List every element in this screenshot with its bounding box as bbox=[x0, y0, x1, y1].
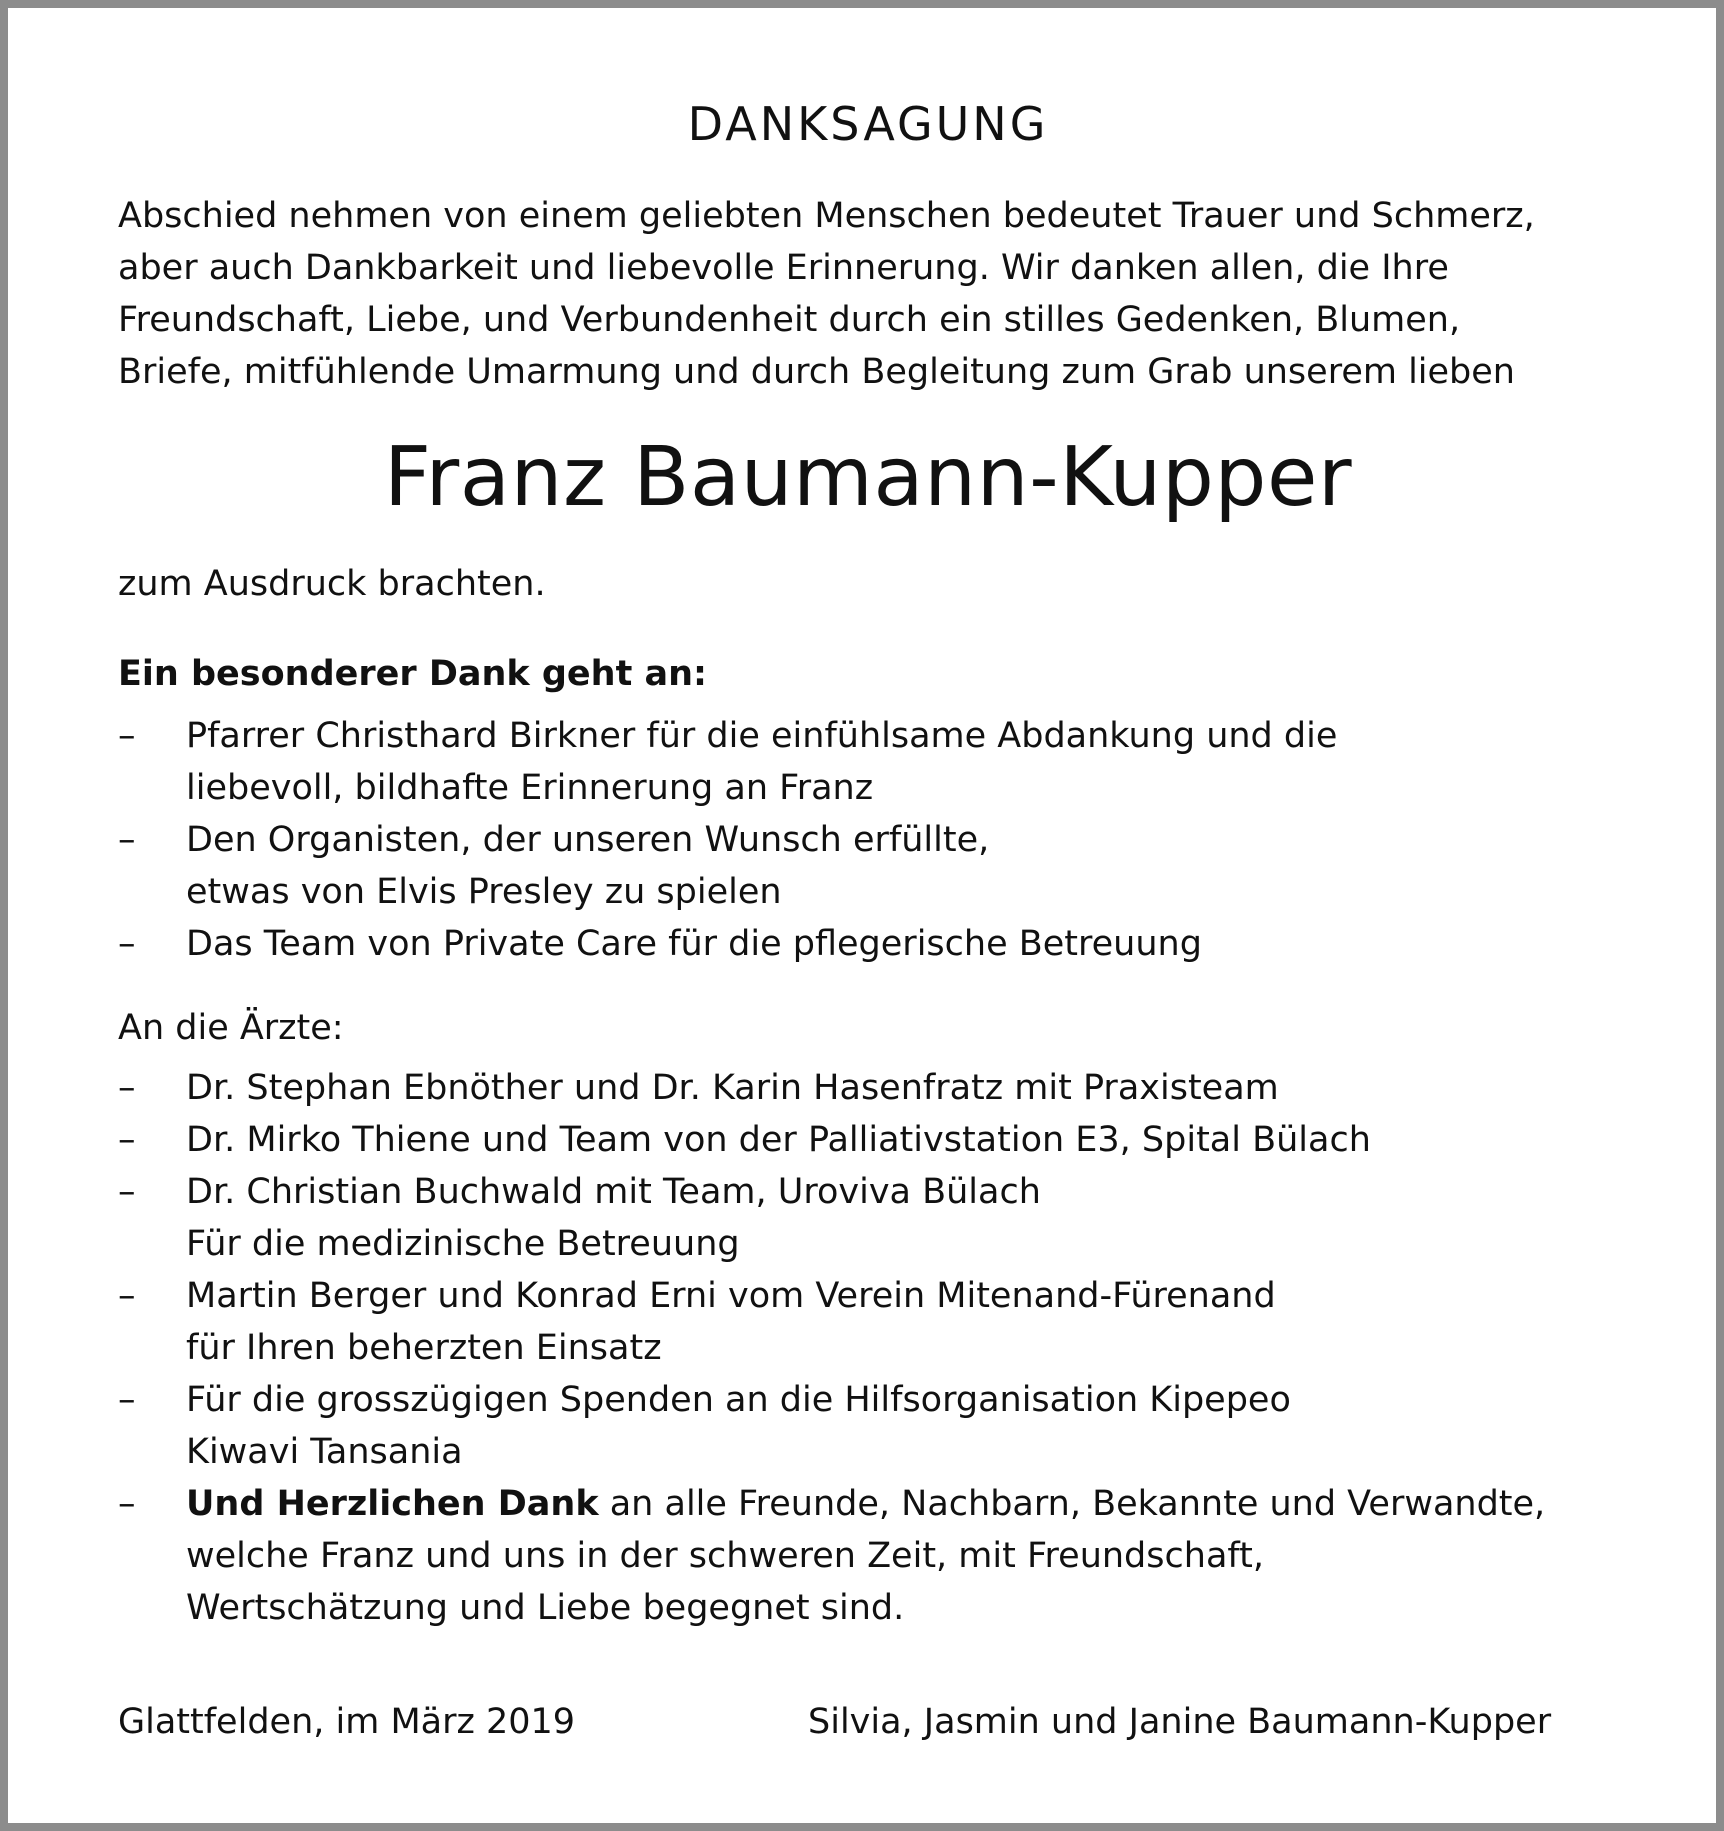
final-thanks-rest: an alle Freunde, Nachbarn, Bekannte und Verwandte, bbox=[598, 1484, 1546, 1524]
list-item-line: Wertschätzung und Liebe begegnet sind. bbox=[186, 1588, 905, 1628]
list-item bbox=[118, 710, 1678, 814]
list-item-line: liebevoll, bildhafte Erinnerung an Franz bbox=[186, 768, 874, 808]
intro-paragraph bbox=[118, 190, 1678, 398]
list-item-line: Das Team von Private Care für die pflegerische Betreuung bbox=[186, 924, 1202, 964]
intro-line: Abschied nehmen von einem geliebten Menschen bedeutet Trauer und Schmerz, bbox=[118, 196, 1535, 236]
special-thanks-list bbox=[118, 710, 1678, 970]
deceased-name: Franz Baumann-Kupper bbox=[383, 430, 1353, 525]
intro-line: aber auch Dankbarkeit und liebevolle Erinnerung. Wir danken allen, die Ihre bbox=[118, 248, 1449, 288]
dash-bullet: – bbox=[118, 820, 136, 860]
list-item-line: Dr. Stephan Ebnöther und Dr. Karin Hasenfratz mit Praxisteam bbox=[186, 1068, 1279, 1108]
doctors-heading: An die Ärzte: bbox=[118, 1008, 344, 1048]
dash-bullet: – bbox=[118, 1276, 136, 1316]
list-item bbox=[118, 1114, 1678, 1166]
list-item bbox=[118, 1374, 1678, 1478]
list-item-line: welche Franz und uns in der schweren Zeit, mit Freundschaft, bbox=[186, 1536, 1264, 1576]
list-item-line: Für die medizinische Betreuung bbox=[186, 1224, 740, 1264]
signatories: Silvia, Jasmin und Janine Baumann-Kupper bbox=[808, 1702, 1552, 1742]
final-thanks-bold: Und Herzlichen Dank bbox=[186, 1484, 599, 1524]
list-item-line: Pfarrer Christhard Birkner für die einfühlsame Abdankung und die bbox=[186, 716, 1338, 756]
dash-bullet: – bbox=[118, 1380, 136, 1420]
place-date: Glattfelden, im März 2019 bbox=[118, 1702, 576, 1742]
list-item bbox=[118, 1270, 1678, 1374]
list-item-line: Dr. Mirko Thiene und Team von der Palliativstation E3, Spital Bülach bbox=[186, 1120, 1371, 1160]
dash-bullet: – bbox=[118, 1068, 136, 1108]
intro-line: Freundschaft, Liebe, und Verbundenheit durch ein stilles Gedenken, Blumen, bbox=[118, 300, 1461, 340]
list-item-line bbox=[186, 1478, 1678, 1530]
list-item-final-thanks bbox=[118, 1478, 1678, 1634]
dash-bullet: – bbox=[118, 716, 136, 756]
list-item bbox=[118, 918, 1678, 970]
intro-line: Briefe, mitfühlende Umarmung und durch Begleitung zum Grab unserem lieben bbox=[118, 352, 1515, 392]
list-item bbox=[118, 814, 1678, 918]
list-item bbox=[118, 1166, 1678, 1270]
doctors-list bbox=[118, 1062, 1678, 1634]
list-item bbox=[118, 1062, 1678, 1114]
after-name-text: zum Ausdruck brachten. bbox=[118, 564, 546, 604]
list-item-line: Kiwavi Tansania bbox=[186, 1432, 463, 1472]
special-thanks-heading: Ein besonderer Dank geht an: bbox=[118, 654, 708, 694]
dash-bullet: – bbox=[118, 1172, 136, 1212]
list-item-line: Den Organisten, der unseren Wunsch erfüllte, bbox=[186, 820, 990, 860]
dash-bullet: – bbox=[118, 1484, 136, 1524]
list-item-line: Für die grosszügigen Spenden an die Hilfsorganisation Kipepeo bbox=[186, 1380, 1291, 1420]
dash-bullet: – bbox=[118, 1120, 136, 1160]
list-item-line: Martin Berger und Konrad Erni vom Verein Mitenand-Fürenand bbox=[186, 1276, 1276, 1316]
list-item-line: Dr. Christian Buchwald mit Team, Uroviva Bülach bbox=[186, 1172, 1041, 1212]
page-title: DANKSAGUNG bbox=[687, 97, 1049, 151]
list-item-line: für Ihren beherzten Einsatz bbox=[186, 1328, 662, 1368]
dash-bullet: – bbox=[118, 924, 136, 964]
list-item-line: etwas von Elvis Presley zu spielen bbox=[186, 872, 782, 912]
